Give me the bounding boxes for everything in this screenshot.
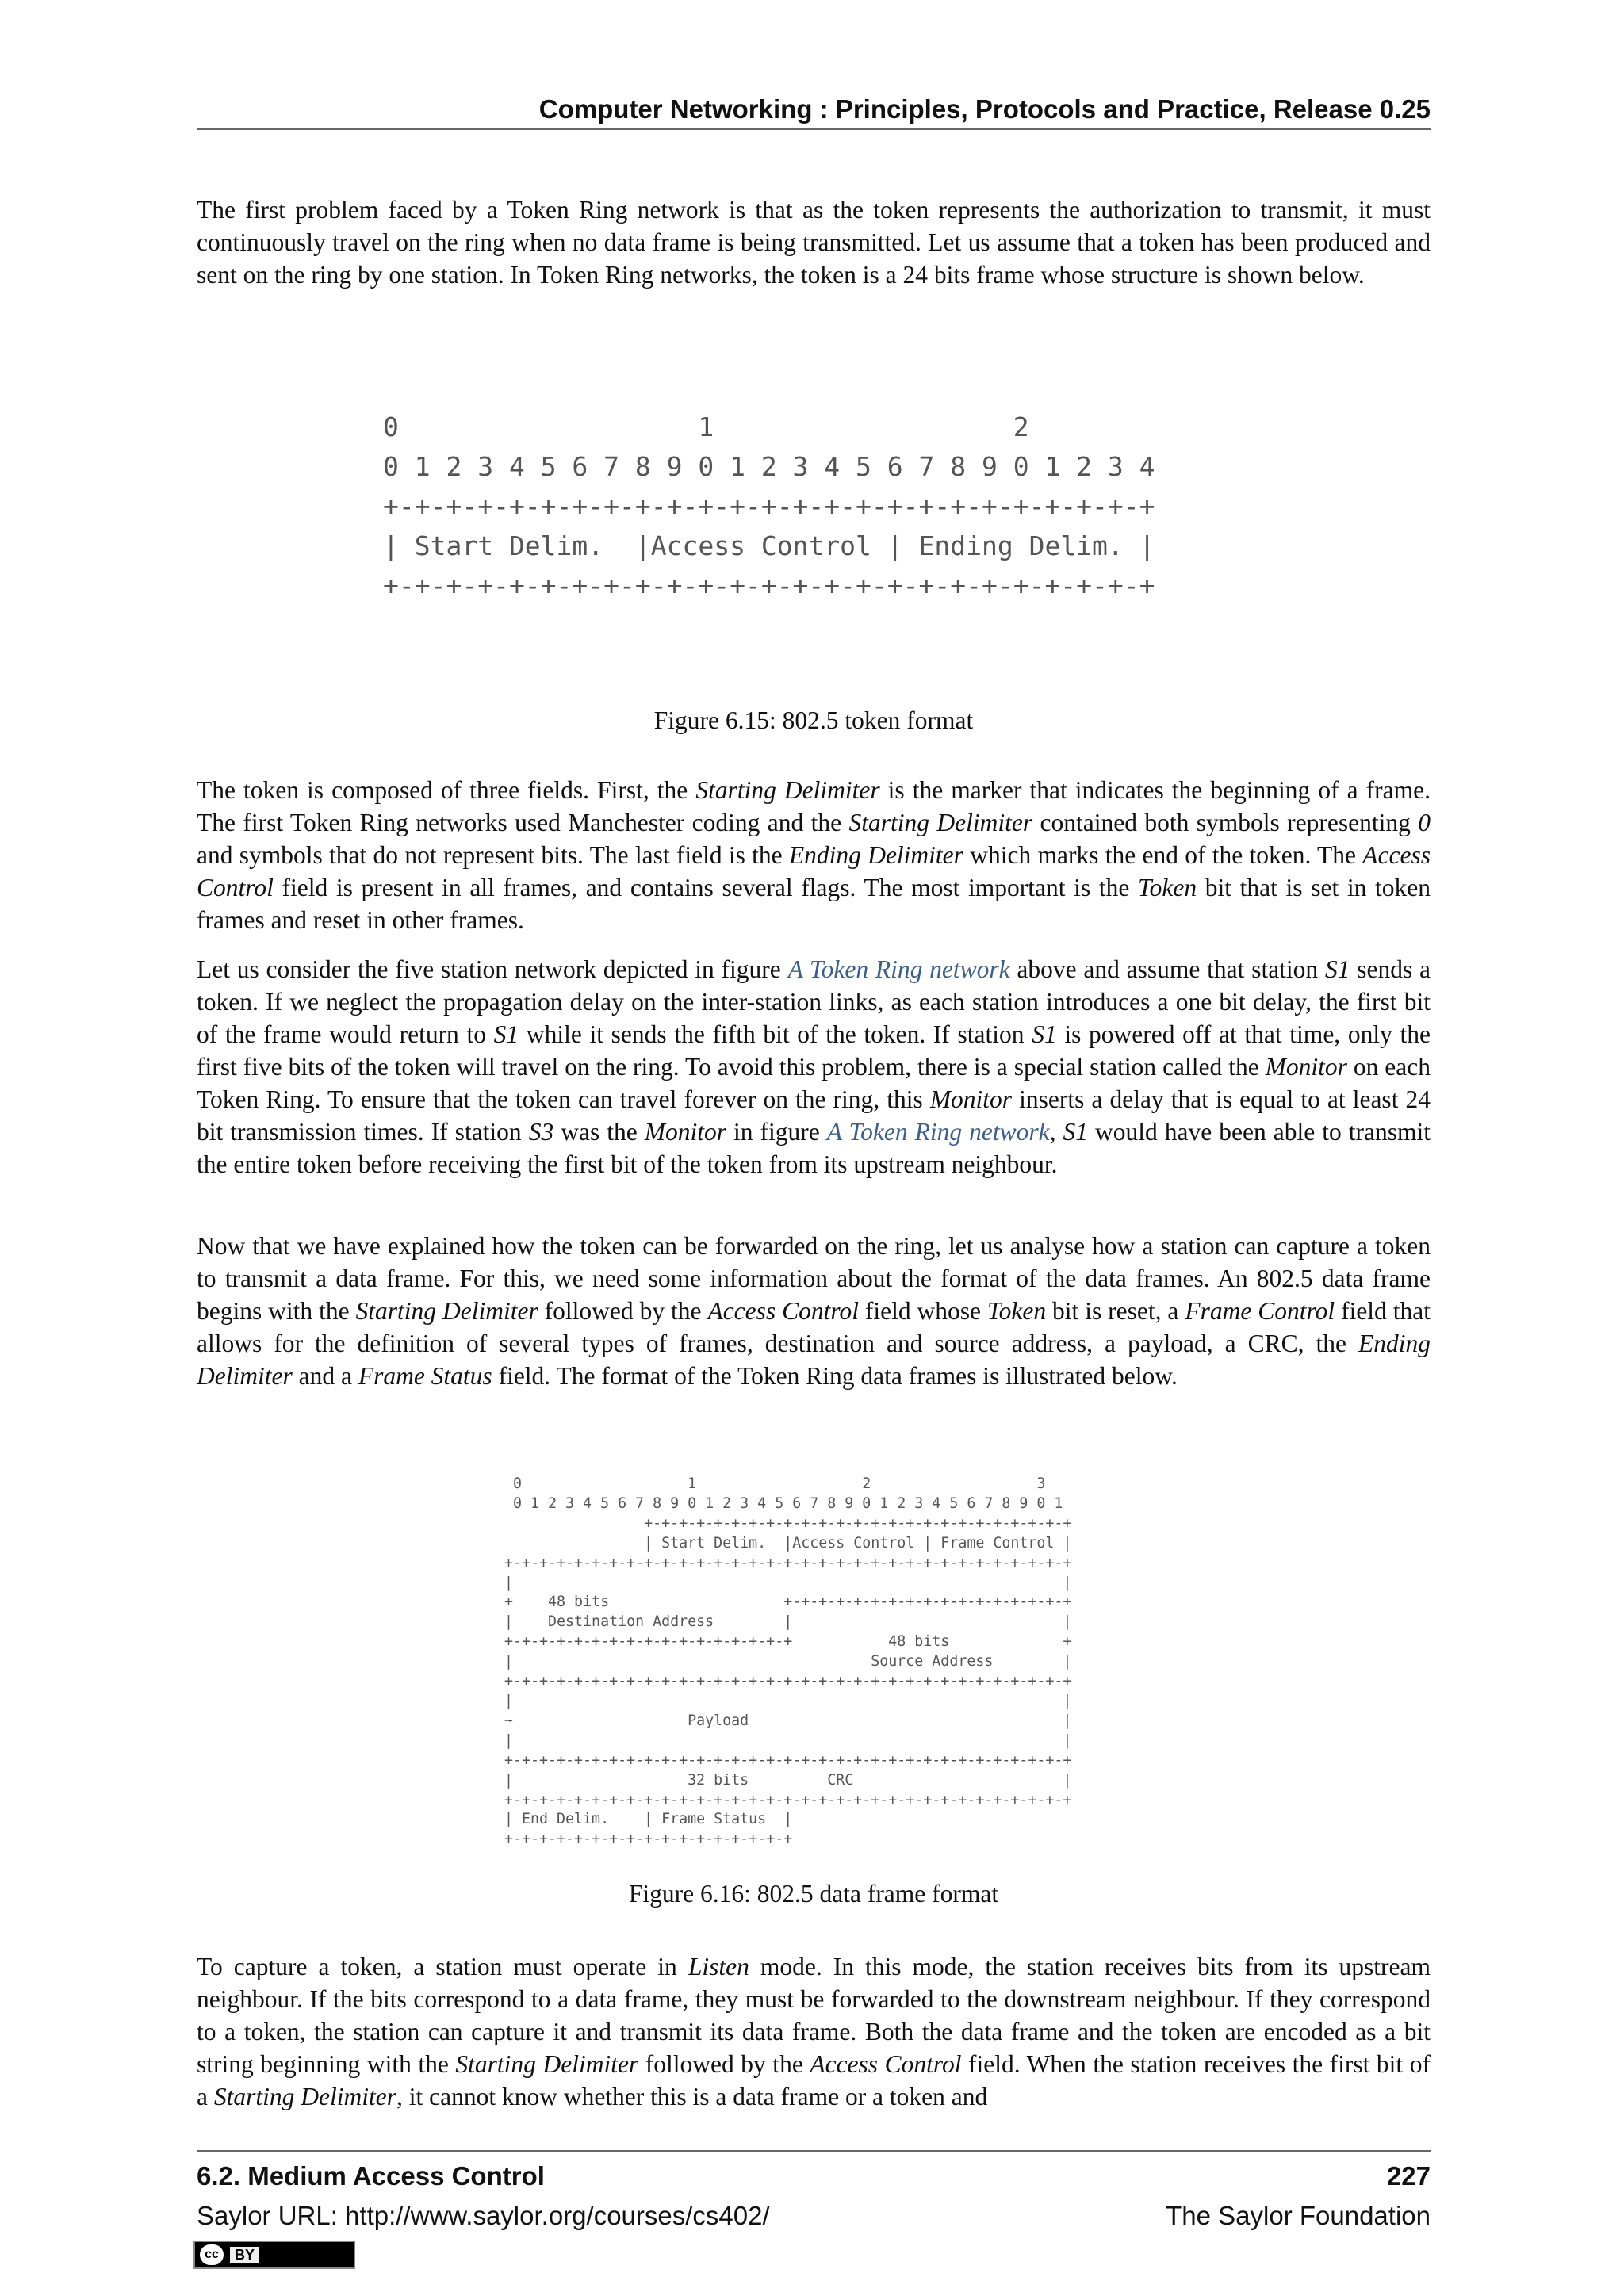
term-frame-status: Frame Status	[358, 1362, 492, 1390]
text: in figure	[726, 1118, 827, 1146]
data-frame-format-figure: 0 1 2 3 0 1 2 3 4 5 6 7 8 9 0 1 2 3 4 5 6 7 8 9 0 1 2 3 4 5 6 7 8 9 0 1 +-+-+-+-+-+-+-+-+-+-+-+-+-+-+-+-+-+-+-+-+-+-+-+-+ | Start Delim. |Access Control | Frame Control | +-+-+-+-+-+-+-+-+-+-+-+-+-+-+-+-+-+-+-+-+-+-+-+-+-+-+-+-+-+-+-+-+ | | + 48 bits +-+-+-+-+-+-+-+-+-+-+-+-+-+-+-+-+ | Destination Address | | +-+-+-+-+-+-+-+-+-+-+-+-+-+-+-+-+ 48 bits + | Source Address | +-+-+-+-+-+-+-+-+-+-+-+-+-+-+-+-+-+-+-+-+-+-+-+-+-+-+-+-+-+-+-+-+ | | ~ Payload | | | +-+-+-+-+-+-+-+-+-+-+-+-+-+-+-+-+-+-+-+-+-+-+-+-+-+-+-+-+-+-+-+-+ | 32 bits CRC | +-+-+-+-+-+-+-+-+-+-+-+-+-+-+-+-+-+-+-+-+-+-+-+-+-+-+-+-+-+-+-+-+ | End Delim. | Frame Status | +-+-+-+-+-+-+-+-+-+-+-+-+-+-+-+-+	[504, 1475, 1072, 1848]
text: Now that we have explained how the token can be forwarded on the ring, let us analyse how a station can capture a token to transmit a data frame. For this, we need some information about the format of the data frames. An 802.5 data frame begins with the	[197, 1232, 1431, 1325]
paragraph-data-frame	[197, 1230, 1431, 1392]
header-rule	[197, 128, 1431, 130]
text: above and assume that station	[1009, 955, 1325, 983]
text: and symbols that do not represent bits. The last field is the	[197, 841, 789, 869]
text: field that allows for the definition of several types of frames, destination and source address, a payload, a CRC, the	[197, 1297, 1431, 1357]
term-access-control: Access Control	[810, 2050, 962, 2078]
text: followed by the	[538, 1297, 708, 1325]
text: and a	[292, 1362, 358, 1390]
term-monitor: Monitor	[1265, 1053, 1347, 1081]
term-starting-delimiter: Starting Delimiter	[355, 1297, 538, 1325]
text: was the	[553, 1118, 645, 1146]
text: The token is composed of three fields. First, the	[197, 776, 696, 804]
term-starting-delimiter: Starting Delimiter	[455, 2050, 639, 2078]
term-starting-delimiter: Starting Delimiter	[213, 2083, 396, 2110]
term-token: Token	[1138, 874, 1197, 901]
saylor-foundation: The Saylor Foundation	[1166, 2201, 1431, 2230]
term-s1: S1	[1324, 955, 1350, 983]
text: Let us consider the five station network depicted in figure	[197, 955, 788, 983]
term-starting-delimiter: Starting Delimiter	[848, 809, 1033, 836]
term-ending-delimiter: Ending Delimiter	[788, 841, 963, 869]
token-format-figure: 0 1 2 0 1 2 3 4 5 6 7 8 9 0 1 2 3 4 5 6 7 8 9 0 1 2 3 4 +-+-+-+-+-+-+-+-+-+-+-+-+-+-+-+-+-+-+-+-+-+-+-+-+ | Start Delim. |Access Control | Ending Delim. | +-+-+-+-+-+-+-+-+-+-+-+-+-+-+-+-+-+-+-+-+-+-+-+-+	[383, 411, 1155, 601]
term-access-control: Access Control	[197, 841, 1431, 901]
paragraph-listen-mode	[197, 1950, 1431, 2113]
cc-icon: cc	[200, 2244, 224, 2265]
by-label: BY	[230, 2247, 259, 2263]
paragraph-token-fields	[197, 774, 1431, 936]
link-token-ring-network[interactable]: A Token Ring network	[787, 955, 1010, 983]
text: is the marker that indicates the beginning of a frame. The first Token Ring networks used Manchester coding and the	[197, 776, 1431, 836]
running-header: Computer Networking : Principles, Protocols and Practice, Release 0.25	[538, 94, 1431, 124]
term-s3: S3	[528, 1118, 554, 1146]
term-token: Token	[986, 1297, 1047, 1325]
term-s1: S1	[493, 1020, 519, 1048]
cc-by-license-badge	[193, 2241, 355, 2269]
text: To capture a token, a station must operate in	[197, 1953, 688, 1980]
text: field. The format of the Token Ring data frames is illustrated below.	[492, 1362, 1178, 1390]
text: mode. In this mode, the station receives bits from its upstream neighbour. If the bits correspond to a data frame, they must be forwarded to the downstream neighbour. If they correspond to a token, the station can capture it and transmit its data frame. Both the data frame and the token are encoded as a bit string beginning with the	[197, 1953, 1431, 2078]
text: bit is reset, a	[1046, 1297, 1185, 1325]
text: field is present in all frames, and contains several flags. The most important is the	[273, 874, 1138, 901]
figure-caption-token-format: Figure 6.15: 802.5 token format	[653, 706, 974, 734]
term-monitor: Monitor	[929, 1085, 1013, 1113]
term-frame-control: Frame Control	[1185, 1297, 1335, 1325]
figure-caption-data-frame-format: Figure 6.16: 802.5 data frame format	[628, 1880, 999, 1908]
saylor-url: Saylor URL: http://www.saylor.org/courses/cs402/	[197, 2201, 770, 2230]
text: , it cannot know whether this is a data frame or a token and	[396, 2083, 988, 2110]
term-listen: Listen	[688, 1953, 749, 1980]
term-access-control: Access Control	[707, 1297, 859, 1325]
text: is powered off at that time, only the first five bits of the token will travel on the ring. To avoid this problem, there is a special station called the	[197, 1020, 1431, 1081]
text: sends a token. If we neglect the propagation delay on the inter-station links, as each station introduces a one bit delay, the first bit of the frame would return to	[197, 955, 1431, 1048]
term-starting-delimiter: Starting Delimiter	[695, 776, 880, 804]
text: inserts a delay that is equal to at least 24 bit transmission times. If station	[197, 1085, 1431, 1146]
text: would have been able to transmit the entire token before receiving the first bit of the token from its upstream neighbour.	[197, 1118, 1431, 1178]
term-zero: 0	[1418, 809, 1431, 836]
text: ,	[1049, 1118, 1063, 1146]
text: on each Token Ring. To ensure that the token can travel forever on the ring, this	[197, 1053, 1431, 1113]
text: while it sends the fifth bit of the token. If station	[519, 1020, 1032, 1048]
text: contained both symbols representing	[1032, 809, 1419, 836]
footer-rule	[197, 2150, 1431, 2152]
term-s1: S1	[1032, 1020, 1057, 1048]
term-s1: S1	[1063, 1118, 1088, 1146]
text: bit that is set in token frames and reset in other frames.	[197, 874, 1431, 934]
paragraph-monitor	[197, 953, 1431, 1181]
page-number: 227	[1386, 2161, 1431, 2191]
text: field. When the station receives the first bit of a	[197, 2050, 1431, 2110]
text: which marks the end of the token. The	[963, 841, 1363, 869]
term-monitor: Monitor	[644, 1118, 726, 1146]
term-ending-delimiter: Ending Delimiter	[197, 1330, 1431, 1390]
paragraph-token-problem: The first problem faced by a Token Ring network is that as the token represents the authorization to transmit, it must continuously travel on the ring when no data frame is being transmitted. Let us assume that a token has been produced and sent on the ring by one station. In Token Ring networks, the token is a 24 bits frame whose structure is shown below.	[197, 196, 1431, 289]
link-token-ring-network[interactable]: A Token Ring network	[826, 1118, 1050, 1146]
text: field whose	[858, 1297, 987, 1325]
footer-section-title: 6.2. Medium Access Control	[197, 2161, 545, 2191]
text: followed by the	[638, 2050, 810, 2078]
